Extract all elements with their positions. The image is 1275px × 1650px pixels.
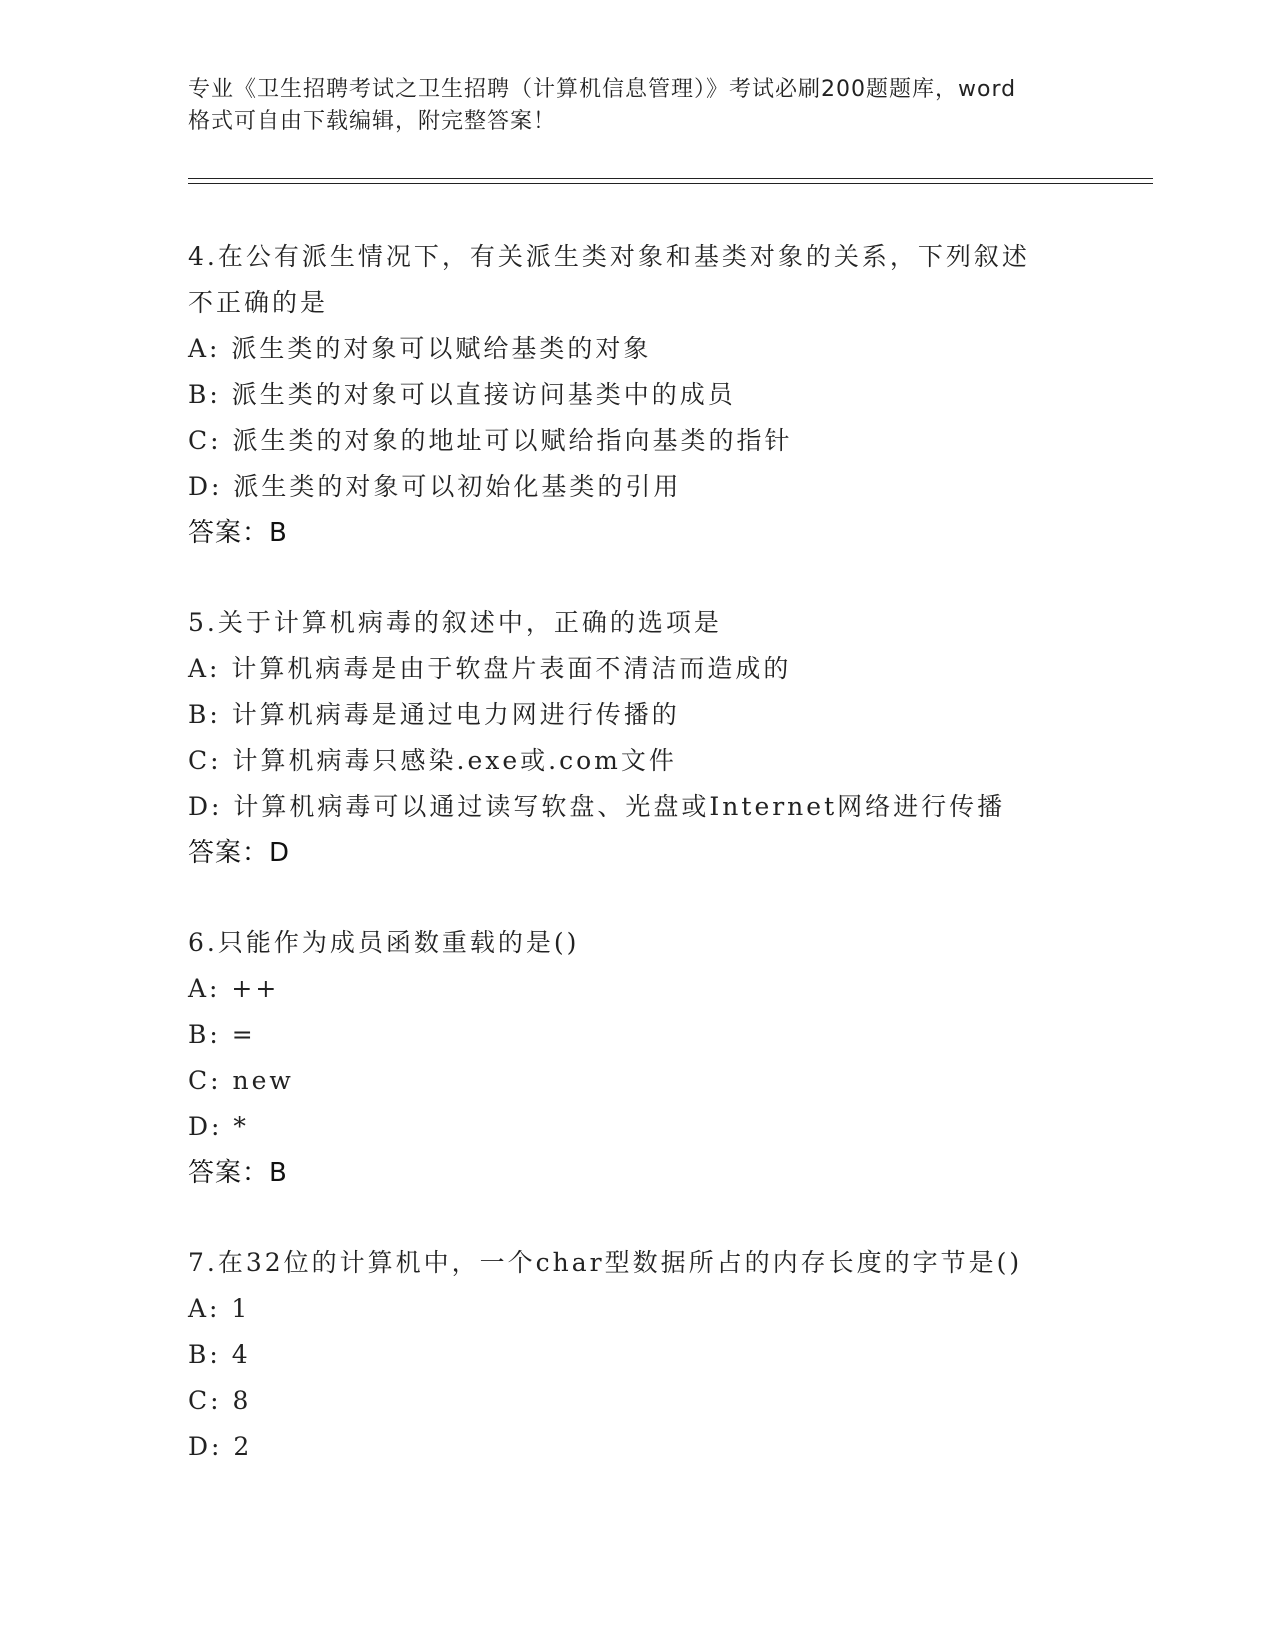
answer: 答案：D: [188, 838, 291, 868]
option-d: D: 派生类的对象可以初始化基类的引用: [188, 472, 682, 501]
option-c: C: 派生类的对象的地址可以赋给指向基类的指针: [188, 426, 793, 455]
document-header: [188, 74, 1088, 138]
header-line-1: 专业《卫生招聘考试之卫生招聘（计算机信息管理）》考试必刷200题题库，word: [188, 77, 1017, 102]
option-a: A: 1: [188, 1294, 251, 1323]
option-c: C: new: [188, 1066, 294, 1095]
option-c: C: 8: [188, 1386, 252, 1415]
option-b: B: 4: [188, 1340, 251, 1369]
option-a: A: 计算机病毒是由于软盘片表面不清洁而造成的: [188, 654, 792, 683]
option-d: D: 计算机病毒可以通过读写软盘、光盘或Internet网络进行传播: [188, 792, 1006, 821]
question-4: [188, 234, 1088, 556]
option-d: D: *: [188, 1112, 249, 1141]
option-b: B: =: [188, 1020, 256, 1049]
question-6: [188, 920, 1088, 1196]
question-list: [188, 234, 1088, 1514]
question-text-line: 5.关于计算机病毒的叙述中，正确的选项是: [188, 608, 722, 637]
option-c: C: 计算机病毒只感染.exe或.com文件: [188, 746, 677, 775]
question-7: [188, 1240, 1088, 1470]
question-text-line: 4.在公有派生情况下，有关派生类对象和基类对象的关系，下列叙述: [188, 242, 1030, 271]
question-text-line: 7.在32位的计算机中，一个char型数据所占的内存长度的字节是(): [188, 1248, 1023, 1277]
option-d: D: 2: [188, 1432, 253, 1461]
header-line-2: 格式可自由下载编辑，附完整答案！: [188, 109, 557, 134]
question-text-line: 不正确的是: [188, 288, 329, 317]
option-a: A: ++: [188, 974, 280, 1003]
answer: 答案：B: [188, 518, 288, 548]
question-text-line: 6.只能作为成员函数重载的是(): [188, 928, 580, 957]
answer: 答案：B: [188, 1158, 288, 1188]
header-divider-top: [188, 178, 1153, 179]
option-b: B: 派生类的对象可以直接访问基类中的成员: [188, 380, 736, 409]
option-b: B: 计算机病毒是通过电力网进行传播的: [188, 700, 680, 729]
question-5: [188, 600, 1088, 876]
option-a: A: 派生类的对象可以赋给基类的对象: [188, 334, 652, 363]
header-divider-bottom: [188, 183, 1153, 184]
